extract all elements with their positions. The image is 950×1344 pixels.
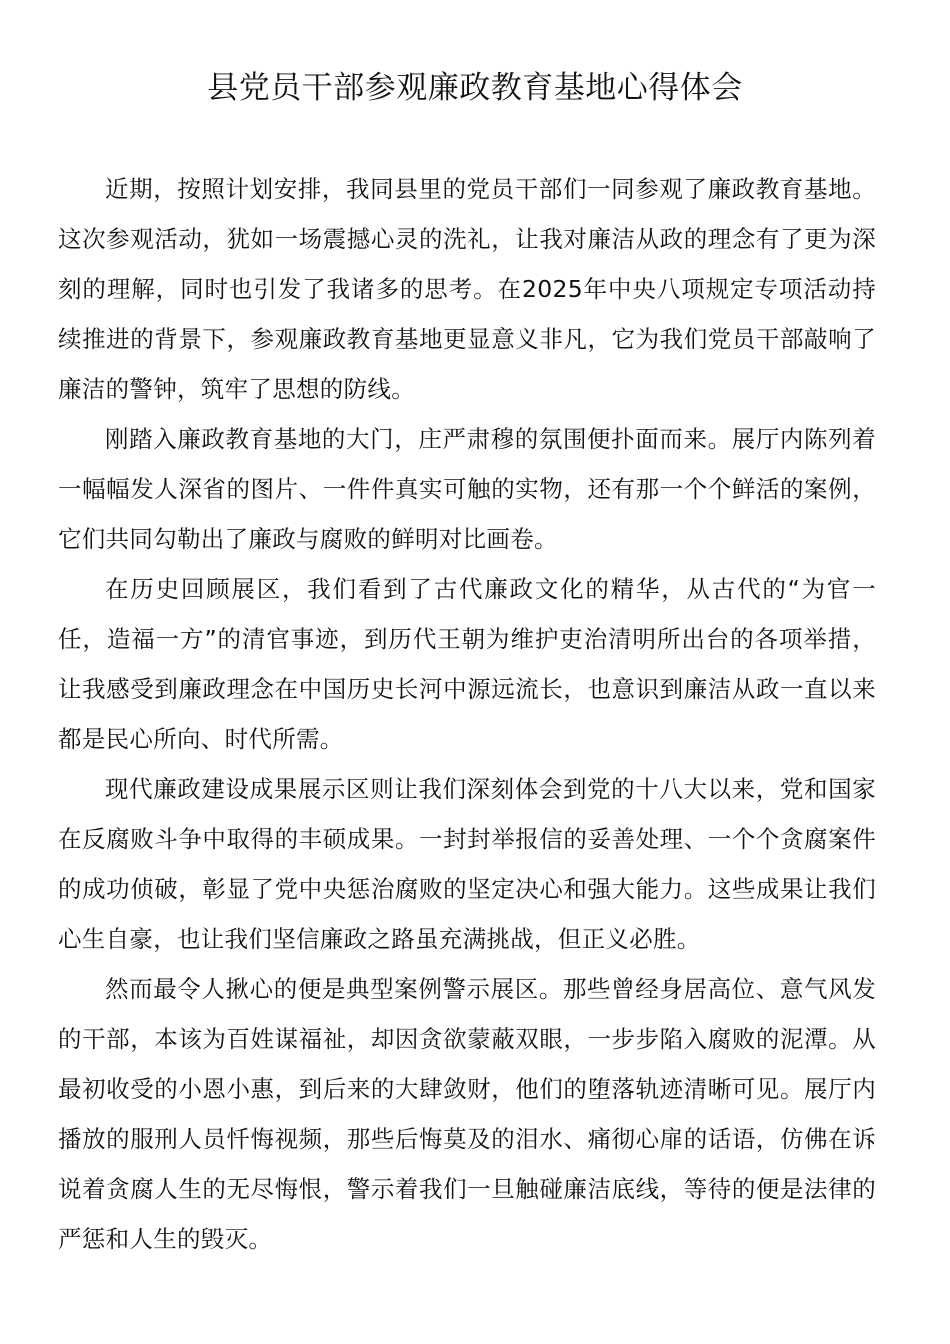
document-body: [58, 164, 876, 1264]
paragraph: 现代廉政建设成果展示区则让我们深刻体会到党的十八大以来，党和国家在反腐败斗争中取得的丰硕成果。一封封举报信的妥善处理、一个个贪腐案件的成功侦破，彰显了党中央惩治腐败的坚定决心和强大能力。这些成果让我们心生自豪，也让我们坚信廉政之路虽充满挑战，但正义必胜。: [58, 775, 876, 953]
paragraph: 刚踏入廉政教育基地的大门，庄严肃穆的氛围便扑面而来。展厅内陈列着一幅幅发人深省的图片、一件件真实可触的实物，还有那一个个鲜活的案例，它们共同勾勒出了廉政与腐败的鲜明对比画卷。: [58, 425, 876, 553]
paragraph: 近期，按照计划安排，我同县里的党员干部们一同参观了廉政教育基地。这次参观活动，犹如一场震撼心灵的洗礼，让我对廉洁从政的理念有了更为深刻的理解，同时也引发了我诸多的思考。在2025年中央八项规定专项活动持续推进的背景下，参观廉政教育基地更显意义非凡，它为我们党员干部敲响了廉洁的警钟，筑牢了思想的防线。: [58, 175, 876, 403]
paragraph: 然而最令人揪心的便是典型案例警示展区。那些曾经身居高位、意气风发的干部，本该为百姓谋福祉，却因贪欲蒙蔽双眼，一步步陷入腐败的泥潭。从最初收受的小恩小惠，到后来的大肆敛财，他们的堕落轨迹清晰可见。展厅内播放的服刑人员忏悔视频，那些后悔莫及的泪水、痛彻心扉的话语，仿佛在诉说着贪腐人生的无尽悔恨，警示着我们一旦触碰廉洁底线，等待的便是法律的严惩和人生的毁灭。: [58, 975, 876, 1253]
paragraph: 在历史回顾展区，我们看到了古代廉政文化的精华，从古代的“为官一任，造福一方”的清官事迹，到历代王朝为维护吏治清明所出台的各项举措，让我感受到廉政理念在中国历史长河中源远流长，也意识到廉洁从政一直以来都是民心所向、时代所需。: [58, 575, 876, 753]
document-title: 县党员干部参观廉政教育基地心得体会: [207, 70, 743, 106]
